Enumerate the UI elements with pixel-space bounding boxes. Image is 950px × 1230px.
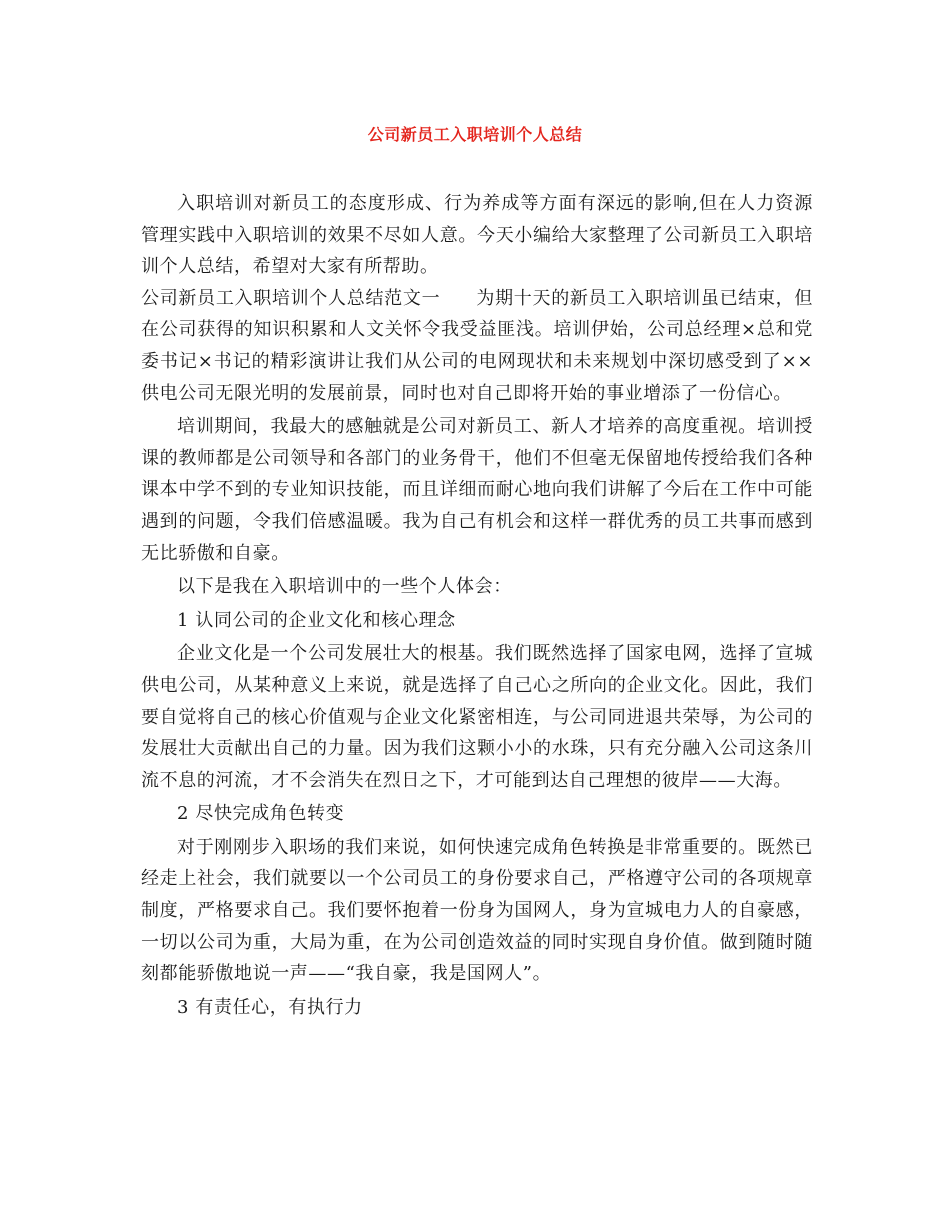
training-paragraph: 培训期间，我最大的感触就是公司对新员工、新人才培养的高度重视。培训授课的教师都是公司领导和各部门的业务骨干，他们不但毫无保留地传授给我们各种课本中学不到的专业知识技能，而且详细而耐心地向我们讲解了今后在工作中可能遇到的问题，令我们倍感温暖。我为自己有机会和这样一群优秀的员工共事而感到无比骄傲和自豪。 [141,416,813,564]
experience-intro: 以下是我在入职培训中的一些个人体会： [177,576,512,598]
culture-paragraph: 企业文化是一个公司发展壮大的根基。我们既然选择了国家电网，选择了宣城供电公司，从某种意义上来说，就是选择了自己心之所向的企业文化。因此，我们要自觉将自己的核心价值观与企业文化紧密相连，与公司同进退共荣辱，为公司的发展壮大贡献出自己的力量。因为我们这颗小小的水珠，只有充分融入公司这条川流不息的河流，才不会消失在烈日之下，才可能到达自己理想的彼岸——大海。 [141,643,813,791]
sample-heading: 公司新员工入职培训个人总结范文一 [141,287,441,309]
document-title: 公司新员工入职培训个人总结 [367,125,583,144]
document-body [141,188,813,1023]
section-heading-1: 1 认同公司的企业文化和核心理念 [177,609,456,631]
role-paragraph: 对于刚刚步入职场的我们来说，如何快速完成角色转换是非常重要的。既然已经走上社会，我们就要以一个公司员工的身份要求自己，严格遵守公司的各项规章制度，严格要求自己。我们要怀抱着一份身为国网人，身为宣城电力人的自豪感，一切以公司为重，大局为重，在为公司创造效益的同时实现自身价值。做到随时随刻都能骄傲地说一声——“我自豪，我是国网人”。 [141,836,813,985]
intro-paragraph: 入职培训对新员工的态度形成、行为养成等方面有深远的影响,但在人力资源管理实践中入职培训的效果不尽如人意。今天小编给大家整理了公司新员工入职培训个人总结，希望对大家有所帮助。 [141,193,813,278]
sample-paragraph [141,283,813,409]
section-heading-3: 3 有责任心，有执行力 [177,996,363,1018]
sample-text: 为期十天的新员工入职培训虽已结束，但在公司获得的知识积累和人文关怀令我受益匪浅。培训伊始，公司总经理×总和党委书记×书记的精彩演讲让我们从公司的电网现状和未来规划中深切感受到了××供电公司无限光明的发展前景，同时也对自己即将开始的事业增添了一份信心。 [141,287,813,404]
section-heading-2: 2 尽快完成角色转变 [177,803,345,825]
